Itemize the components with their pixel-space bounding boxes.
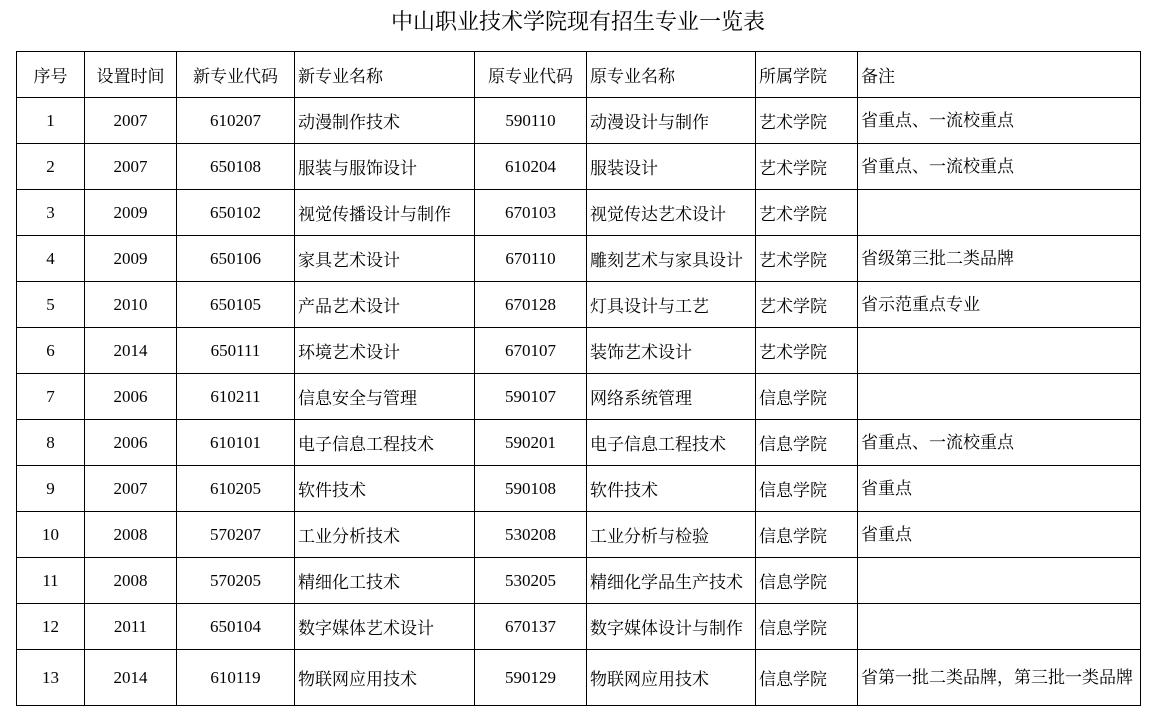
cell-new-name: 物联网应用技术 [295,650,475,706]
cell-old-name: 数字媒体设计与制作 [587,604,756,650]
cell-index: 9 [17,466,85,512]
cell-old-name: 软件技术 [587,466,756,512]
cell-new-code: 610101 [177,420,295,466]
cell-new-code: 650106 [177,236,295,282]
cell-index: 13 [17,650,85,706]
cell-year: 2007 [85,144,177,190]
cell-college: 艺术学院 [756,328,858,374]
cell-new-name: 数字媒体艺术设计 [295,604,475,650]
table-row [17,420,1141,466]
cell-year: 2014 [85,328,177,374]
cell-college: 艺术学院 [756,282,858,328]
page-title: 中山职业技术学院现有招生专业一览表 [390,10,765,35]
table-row [17,604,1141,650]
cell-index: 2 [17,144,85,190]
cell-new-name: 家具艺术设计 [295,236,475,282]
cell-year: 2006 [85,374,177,420]
cell-remarks: 省重点 [858,466,1141,512]
table-row [17,558,1141,604]
cell-year: 2011 [85,604,177,650]
cell-old-code: 670137 [475,604,587,650]
cell-new-name: 精细化工技术 [295,558,475,604]
table-row [17,236,1141,282]
cell-year: 2008 [85,512,177,558]
cell-index: 3 [17,190,85,236]
cell-old-code: 590107 [475,374,587,420]
cell-remarks [858,374,1141,420]
cell-index: 1 [17,98,85,144]
cell-new-name: 动漫制作技术 [295,98,475,144]
cell-new-code: 650108 [177,144,295,190]
cell-new-name: 电子信息工程技术 [295,420,475,466]
cell-old-code: 590110 [475,98,587,144]
cell-college: 信息学院 [756,558,858,604]
cell-old-name: 动漫设计与制作 [587,98,756,144]
cell-remarks: 省第一批二类品牌，第三批一类品牌 [858,650,1141,706]
cell-old-name: 工业分析与检验 [587,512,756,558]
cell-old-name: 精细化学品生产技术 [587,558,756,604]
header-old-name: 原专业名称 [587,52,756,98]
cell-new-code: 610119 [177,650,295,706]
cell-college: 艺术学院 [756,236,858,282]
cell-old-code: 530208 [475,512,587,558]
cell-college: 信息学院 [756,420,858,466]
cell-old-name: 装饰艺术设计 [587,328,756,374]
cell-year: 2014 [85,650,177,706]
cell-college: 信息学院 [756,650,858,706]
header-new-name: 新专业名称 [295,52,475,98]
cell-old-name: 电子信息工程技术 [587,420,756,466]
cell-new-code: 650102 [177,190,295,236]
cell-new-name: 视觉传播设计与制作 [295,190,475,236]
cell-old-name: 灯具设计与工艺 [587,282,756,328]
cell-index: 7 [17,374,85,420]
table-row [17,374,1141,420]
cell-old-name: 网络系统管理 [587,374,756,420]
cell-college: 艺术学院 [756,98,858,144]
cell-old-code: 670128 [475,282,587,328]
cell-remarks: 省级第三批二类品牌 [858,236,1141,282]
cell-college: 信息学院 [756,374,858,420]
cell-remarks: 省重点 [858,512,1141,558]
cell-remarks [858,558,1141,604]
cell-old-code: 670103 [475,190,587,236]
cell-old-code: 530205 [475,558,587,604]
cell-old-name: 视觉传达艺术设计 [587,190,756,236]
table-row [17,282,1141,328]
header-remarks: 备注 [858,52,1141,98]
cell-year: 2009 [85,236,177,282]
table-header-row [17,52,1141,98]
cell-old-name: 服装设计 [587,144,756,190]
cell-new-code: 570207 [177,512,295,558]
table-row [17,328,1141,374]
cell-remarks: 省重点、一流校重点 [858,420,1141,466]
cell-year: 2009 [85,190,177,236]
cell-new-code: 650104 [177,604,295,650]
cell-new-name: 服装与服饰设计 [295,144,475,190]
cell-old-code: 670107 [475,328,587,374]
header-old-code: 原专业代码 [475,52,587,98]
cell-remarks: 省重点、一流校重点 [858,98,1141,144]
cell-remarks [858,604,1141,650]
table-row [17,190,1141,236]
header-new-code: 新专业代码 [177,52,295,98]
cell-new-name: 信息安全与管理 [295,374,475,420]
cell-new-code: 570205 [177,558,295,604]
cell-new-code: 610211 [177,374,295,420]
cell-old-code: 590108 [475,466,587,512]
cell-old-name: 雕刻艺术与家具设计 [587,236,756,282]
cell-new-code: 610207 [177,98,295,144]
cell-college: 信息学院 [756,466,858,512]
cell-index: 12 [17,604,85,650]
cell-new-name: 软件技术 [295,466,475,512]
cell-year: 2008 [85,558,177,604]
cell-remarks [858,190,1141,236]
header-index: 序号 [17,52,85,98]
header-year: 设置时间 [85,52,177,98]
cell-index: 10 [17,512,85,558]
cell-remarks: 省重点、一流校重点 [858,144,1141,190]
cell-old-code: 670110 [475,236,587,282]
cell-year: 2007 [85,466,177,512]
cell-year: 2006 [85,420,177,466]
cell-remarks: 省示范重点专业 [858,282,1141,328]
majors-table [16,51,1141,706]
table-row [17,512,1141,558]
cell-college: 信息学院 [756,512,858,558]
cell-old-code: 610204 [475,144,587,190]
header-college: 所属学院 [756,52,858,98]
cell-index: 11 [17,558,85,604]
cell-year: 2010 [85,282,177,328]
cell-new-code: 610205 [177,466,295,512]
cell-index: 8 [17,420,85,466]
cell-new-name: 产品艺术设计 [295,282,475,328]
cell-old-code: 590201 [475,420,587,466]
cell-year: 2007 [85,98,177,144]
cell-college: 艺术学院 [756,144,858,190]
cell-remarks [858,328,1141,374]
cell-index: 4 [17,236,85,282]
cell-college: 信息学院 [756,604,858,650]
cell-college: 艺术学院 [756,190,858,236]
cell-new-code: 650111 [177,328,295,374]
table-row [17,650,1141,706]
table-row [17,466,1141,512]
table-row [17,144,1141,190]
cell-index: 5 [17,282,85,328]
table-row [17,98,1141,144]
cell-index: 6 [17,328,85,374]
cell-new-name: 工业分析技术 [295,512,475,558]
cell-old-name: 物联网应用技术 [587,650,756,706]
cell-old-code: 590129 [475,650,587,706]
cell-new-code: 650105 [177,282,295,328]
cell-new-name: 环境艺术设计 [295,328,475,374]
